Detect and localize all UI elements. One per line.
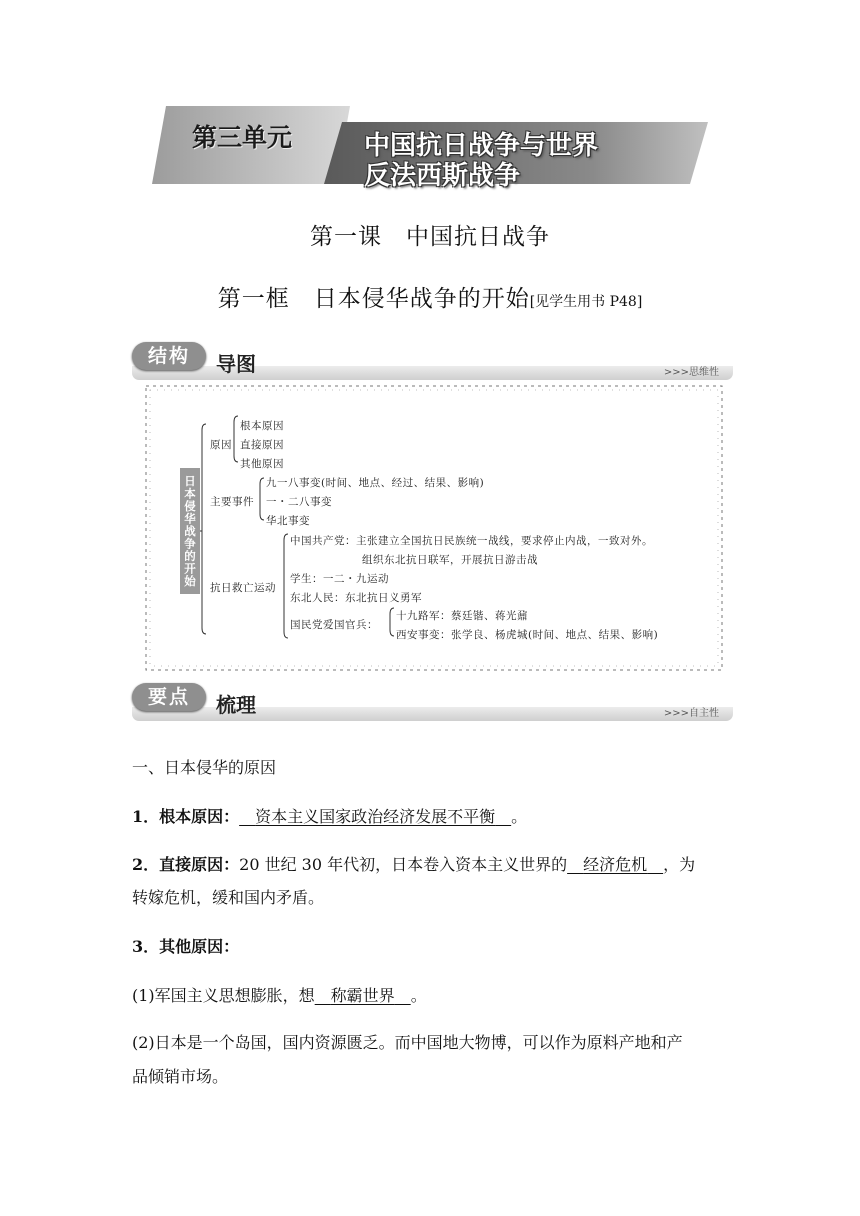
unit-banner	[152, 104, 708, 191]
p2-end: ，为	[663, 855, 696, 874]
map-event-item: 九一八事变(时间、地点、经过、结果、影响)	[266, 477, 485, 489]
p2-answer: 经济危机	[583, 855, 648, 874]
p1-answer: 资本主义国家政治经济发展不平衡	[255, 807, 496, 826]
p1-label: 1．根本原因：	[132, 807, 240, 826]
section-page-ref: [见学生用书 P48]	[529, 294, 643, 310]
keypoints-tag: >>>自主性	[663, 708, 719, 719]
unit-title-line2: 反法西斯战争	[364, 161, 521, 191]
map-event-item: 一・二八事变	[266, 496, 332, 508]
map-cause-item: 根本原因	[240, 420, 284, 432]
p2-text: 20 世纪 30 年代初，日本卷入资本主义世界的	[239, 855, 568, 874]
structure-section-header	[132, 342, 733, 380]
map-event-item: 华北事变	[266, 515, 310, 527]
unit-label: 第三单元	[192, 123, 293, 152]
map-kmt-item: 十九路军：蔡廷锴、蒋光鼐	[396, 610, 528, 622]
p1-end: 。	[511, 807, 528, 826]
keypoints-badge: 要点	[132, 683, 206, 711]
lesson-title: 第一课 中国抗日战争	[310, 224, 550, 250]
paragraph-direct-cause	[132, 852, 695, 875]
p3-label: 3．其他原因：	[132, 937, 240, 956]
map-central-topic: 日本侵华战争的开始	[180, 468, 200, 594]
map-resistance-label: 抗日救亡运动	[210, 582, 276, 594]
paragraph-militarism	[132, 983, 427, 1006]
keypoints-label: 梳理	[216, 693, 256, 717]
map-cpc-item: 中国共产党：主张建立全国抗日民族统一战线，要求停止内战，一致对外。	[290, 535, 653, 547]
content-heading: 一、日本侵华的原因	[132, 758, 277, 777]
structure-badge: 结构	[132, 342, 206, 370]
map-cause-item: 直接原因	[240, 439, 284, 451]
keypoints-section-header	[132, 683, 733, 721]
p2-label: 2．直接原因：	[132, 855, 240, 874]
p3b-line2: 品倾销市场。	[132, 1067, 229, 1086]
structure-tag: >>>思维性	[663, 367, 719, 378]
p3b-line1: (2)日本是一个岛国，国内资源匮乏。而中国地大物博，可以作为原料产地和产	[132, 1033, 683, 1052]
map-causes-label: 原因	[210, 439, 232, 451]
paragraph-root-cause	[132, 804, 527, 827]
mind-map	[144, 384, 724, 672]
section-title-row	[0, 280, 860, 313]
map-northeast-item: 东北人民：东北抗日义勇军	[290, 592, 422, 604]
p3a-end: 。	[410, 986, 427, 1005]
p3a-text: (1)军国主义思想膨胀，想	[132, 986, 315, 1005]
map-events-label: 主要事件	[210, 496, 254, 508]
map-cpc-item-line2: 组织东北抗日联军，开展抗日游击战	[362, 554, 538, 566]
unit-title-line1: 中国抗日战争与世界	[364, 131, 599, 161]
p3a-answer: 称霸世界	[330, 986, 395, 1005]
map-students-item: 学生：一二・九运动	[290, 573, 389, 585]
p2-line2: 转嫁危机，缓和国内矛盾。	[132, 888, 325, 907]
map-kmt-label: 国民党爱国官兵：	[290, 619, 378, 631]
section-title: 第一框 日本侵华战争的开始	[217, 286, 530, 312]
map-kmt-item: 西安事变：张学良、杨虎城(时间、地点、结果、影响)	[396, 629, 659, 641]
structure-label: 导图	[216, 352, 256, 376]
map-cause-item: 其他原因	[240, 458, 284, 470]
